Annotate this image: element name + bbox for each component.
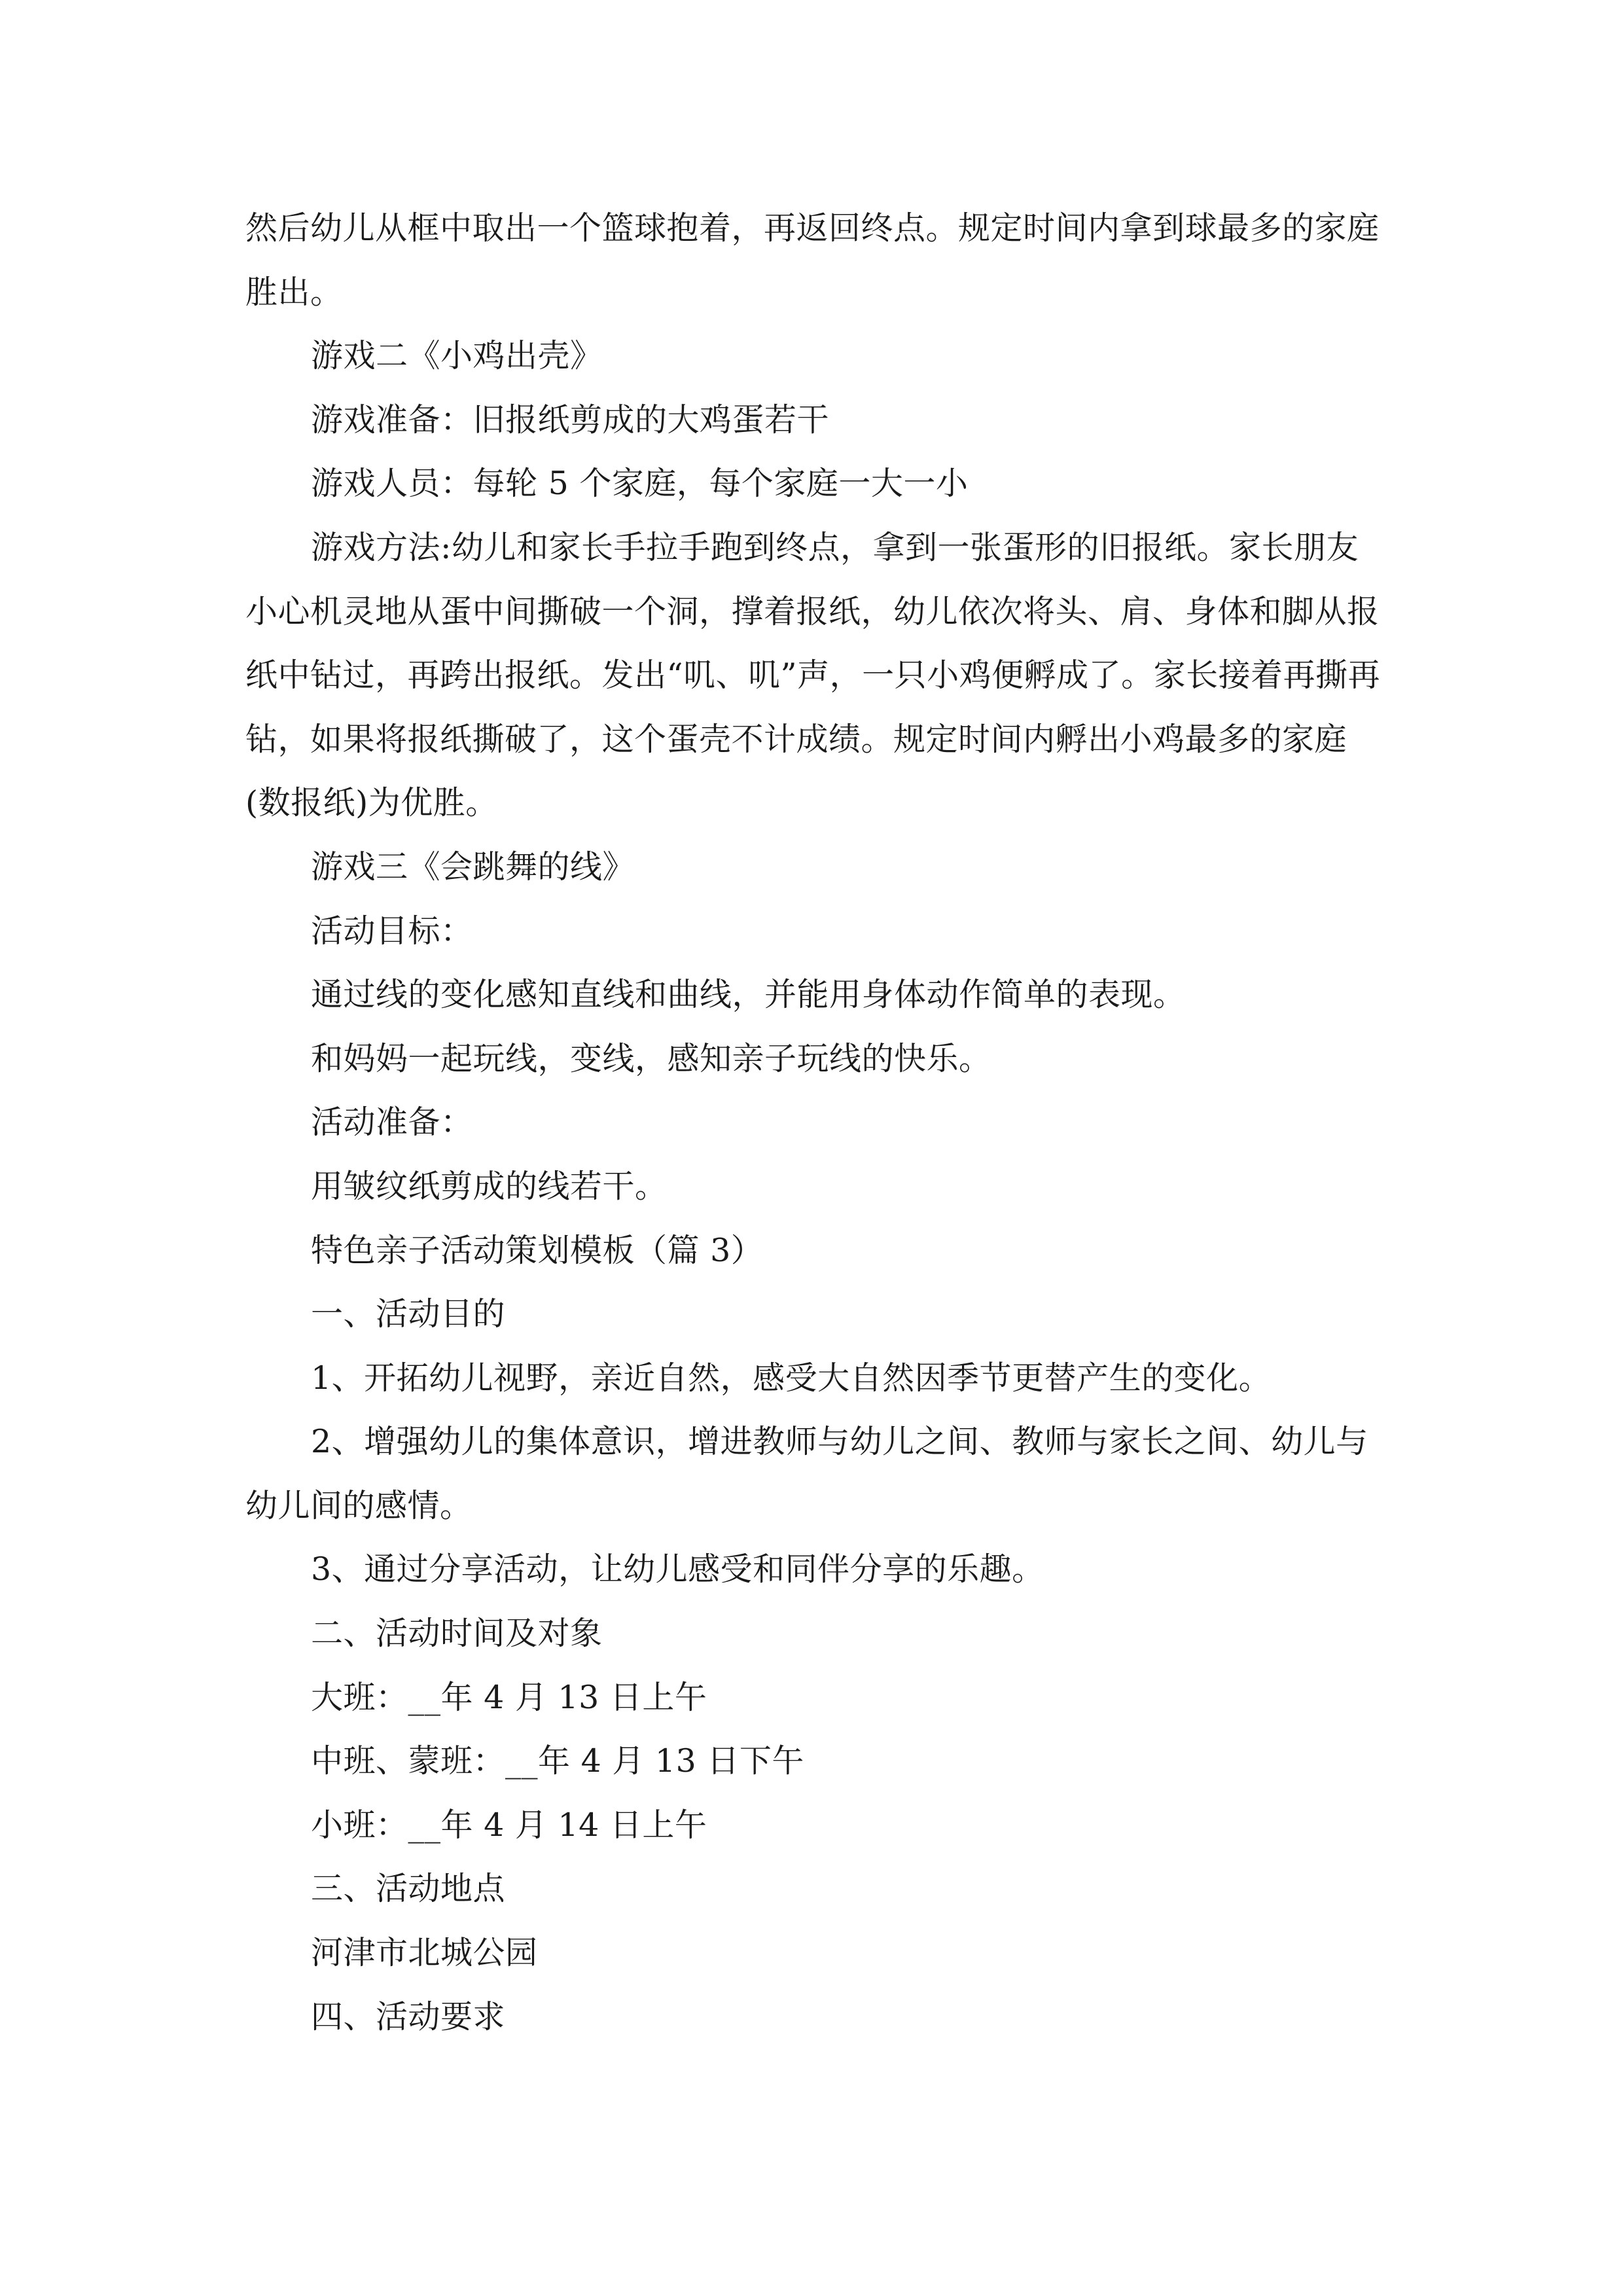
paragraph-1: 然后幼儿从框中取出一个篮球抱着，再返回终点。规定时间内拿到球最多的家庭胜出。: [245, 209, 1380, 311]
game-three-title: 游戏三《会跳舞的线》: [311, 848, 635, 886]
schedule-middle-class: 中班、蒙班：__年 4 月 13 日下午: [311, 1742, 804, 1780]
game-method: 游戏方法:幼儿和家长手拉手跑到终点，拿到一张蛋形的旧报纸。家长朋友小心机灵地从蛋中间撕破一个洞，撑着报纸，幼儿依次将头、肩、身体和脚从报纸中钻过，再跨出报纸。发出“叽、叽”声，一只小鸡便孵成了。家长接着再撕再钻，如果将报纸撕破了，这个蛋壳不计成绩。规定时间内孵出小鸡最多的家庭(数报纸)为优胜。: [245, 528, 1381, 822]
schedule-junior-class: 小班：__年 4 月 14 日上午: [311, 1806, 707, 1844]
purpose-item-3: 3、通过分享活动，让幼儿感受和同伴分享的乐趣。: [311, 1551, 1044, 1588]
heading-time-and-target: 二、活动时间及对象: [311, 1615, 603, 1653]
location-text: 河津市北城公园: [311, 1934, 538, 1972]
page-content: [245, 196, 1381, 2049]
schedule-senior-class: 大班：__年 4 月 13 日上午: [311, 1678, 707, 1716]
game-preparation: 游戏准备：旧报纸剪成的大鸡蛋若干: [311, 401, 830, 439]
game-two-title: 游戏二《小鸡出壳》: [311, 337, 603, 375]
activity-goals-heading: 活动目标：: [311, 912, 473, 950]
heading-location: 三、活动地点: [311, 1870, 506, 1908]
purpose-item-1: 1、开拓幼儿视野，亲近自然，感受大自然因季节更替产生的变化。: [311, 1359, 1272, 1397]
activity-preparation-heading: 活动准备：: [311, 1103, 473, 1141]
heading-purpose: 一、活动目的: [311, 1295, 506, 1333]
purpose-item-2: 2、增强幼儿的集体意识，增进教师与幼儿之间、教师与家长之间、幼儿与幼儿间的感情。: [245, 1423, 1368, 1524]
activity-goal-1: 通过线的变化感知直线和曲线，并能用身体动作简单的表现。: [311, 976, 1186, 1014]
heading-requirements: 四、活动要求: [311, 1998, 506, 2036]
game-participants: 游戏人员：每轮 5 个家庭，每个家庭一大一小: [311, 465, 969, 503]
activity-preparation: 用皱纹纸剪成的线若干。: [311, 1167, 668, 1205]
activity-goal-2: 和妈妈一起玩线，变线，感知亲子玩线的快乐。: [311, 1039, 991, 1077]
section-title-part-3: 特色亲子活动策划模板（篇 3）: [311, 1231, 764, 1269]
